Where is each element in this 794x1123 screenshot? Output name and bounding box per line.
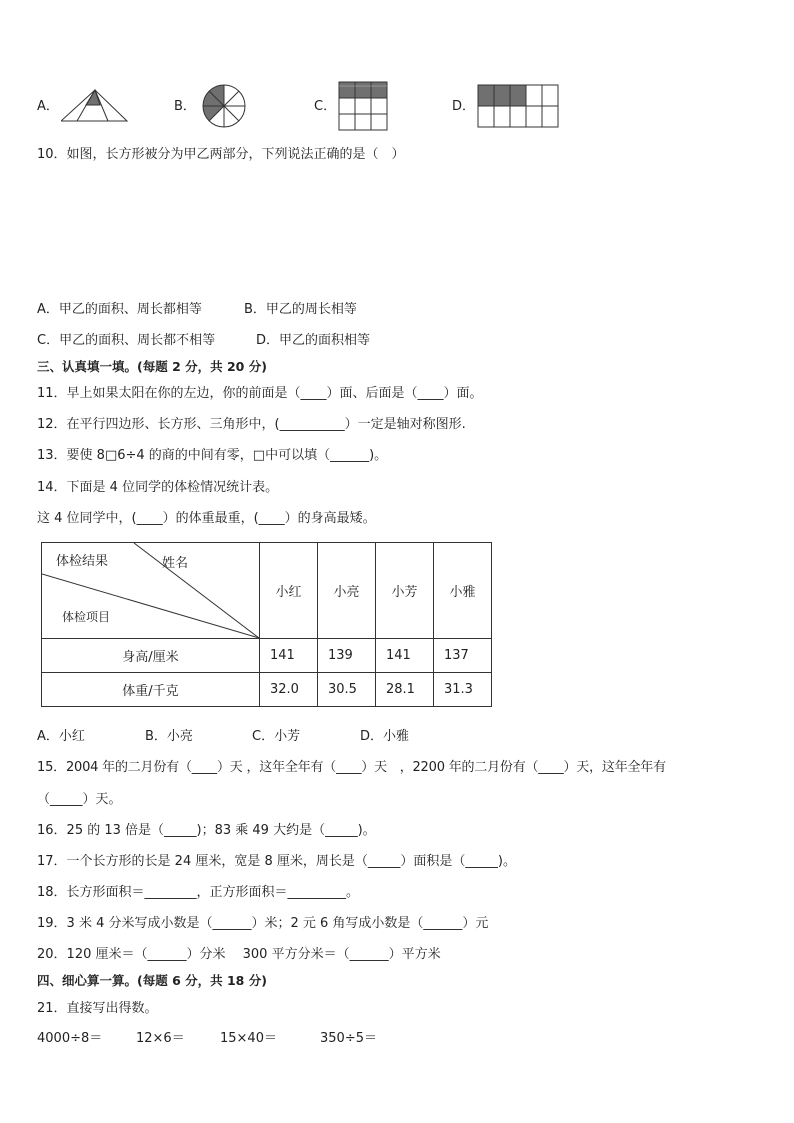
q10-option-a: A．甲乙的面积、周长都相等 [37, 302, 202, 317]
q10-option-c: C．甲乙的面积、周长都不相等 [37, 333, 216, 348]
cell-weight-xiaoliang: 30.5 [318, 673, 376, 707]
q13: 13．要使 8□6÷4 的商的中间有零，□中可以填（______)。 [37, 448, 388, 463]
cell-height-xiaofang: 141 [376, 639, 434, 673]
q14-option-c: C．小芳 [252, 729, 301, 744]
name-xiaoliang: 小亮 [318, 543, 376, 639]
cell-weight-xiaoya: 31.3 [434, 673, 492, 707]
q14-option-a: A．小红 [37, 729, 85, 744]
q14-question: 这 4 位同学中，(____）的体重最重，(____）的身高最矮。 [37, 511, 376, 526]
cell-height-xiaoya: 137 [434, 639, 492, 673]
q9-option-a-label: A． [37, 99, 59, 114]
q21-item-4: 350÷5＝ [320, 1031, 377, 1046]
q10-option-b: B．甲乙的周长相等 [244, 302, 357, 317]
q15-line-1: 15．2004 年的二月份有（____）天 ，这年全年有（____）天 ，2200 年的二月份有（____）天，这年全年有 [37, 760, 666, 775]
cell-weight-xiaohong: 32.0 [260, 673, 318, 707]
q14-option-b: B．小亮 [145, 729, 193, 744]
name-xiaohong: 小红 [260, 543, 318, 639]
q14-option-d: D．小雅 [360, 729, 410, 744]
section-3-heading: 三、认真填一填。(每题 2 分，共 20 分) [37, 359, 267, 374]
q21-item-1: 4000÷8＝ [37, 1031, 103, 1046]
q9-triangle-figure [61, 88, 129, 124]
q21-item-3: 15×40＝ [220, 1031, 277, 1046]
q11: 11．早上如果太阳在你的左边，你的前面是（____）面、后面是（____）面。 [37, 386, 483, 401]
q10-stem: 10．如图，长方形被分为甲乙两部分，下列说法正确的是（ ） [37, 147, 405, 162]
q12: 12．在平行四边形、长方形、三角形中，(__________）一定是轴对称图形. [37, 417, 466, 432]
table-diagonal-header [42, 543, 260, 639]
health-check-table [41, 542, 492, 707]
row-label-height: 身高/厘米 [42, 639, 260, 673]
header-result-label: 体检结果 [56, 554, 109, 569]
header-name-label: 姓名 [162, 556, 189, 571]
q21-item-2: 12×6＝ [136, 1031, 185, 1046]
q9-circle-figure [201, 83, 247, 129]
q9-grid-figure-c [338, 81, 390, 133]
q9-option-c-label: C． [314, 99, 337, 114]
q14-stem: 14．下面是 4 位同学的体检情况统计表。 [37, 480, 279, 495]
row-label-weight: 体重/千克 [42, 673, 260, 707]
q19: 19．3 米 4 分米写成小数是（______）米；2 元 6 角写成小数是（______）元 [37, 916, 489, 931]
q16: 16．25 的 13 倍是（_____)；83 乘 49 大约是（_____)。 [37, 823, 376, 838]
q18: 18．长方形面积＝________，正方形面积＝_________。 [37, 885, 360, 900]
q9-option-b-label: B． [174, 99, 196, 114]
q17: 17．一个长方形的长是 24 厘米，宽是 8 厘米，周长是（_____）面积是（_____)。 [37, 854, 516, 869]
section-4-heading: 四、细心算一算。(每题 6 分，共 18 分) [37, 973, 267, 988]
table-row [42, 639, 492, 673]
q20: 20．120 厘米＝（______）分米 300 平方分米＝（______）平方米 [37, 947, 441, 962]
q21-stem: 21．直接写出得数。 [37, 1001, 158, 1016]
q9-option-d-label: D． [452, 99, 476, 114]
name-xiaofang: 小芳 [376, 543, 434, 639]
q9-grid-figure-d [477, 84, 561, 130]
cell-height-xiaoliang: 139 [318, 639, 376, 673]
header-item-label: 体检项目 [62, 610, 111, 624]
cell-height-xiaohong: 141 [260, 639, 318, 673]
name-xiaoya: 小雅 [434, 543, 492, 639]
table-row [42, 673, 492, 707]
cell-weight-xiaofang: 28.1 [376, 673, 434, 707]
q10-option-d: D．甲乙的面积相等 [256, 333, 371, 348]
q15-line-2: （_____）天。 [37, 792, 122, 807]
